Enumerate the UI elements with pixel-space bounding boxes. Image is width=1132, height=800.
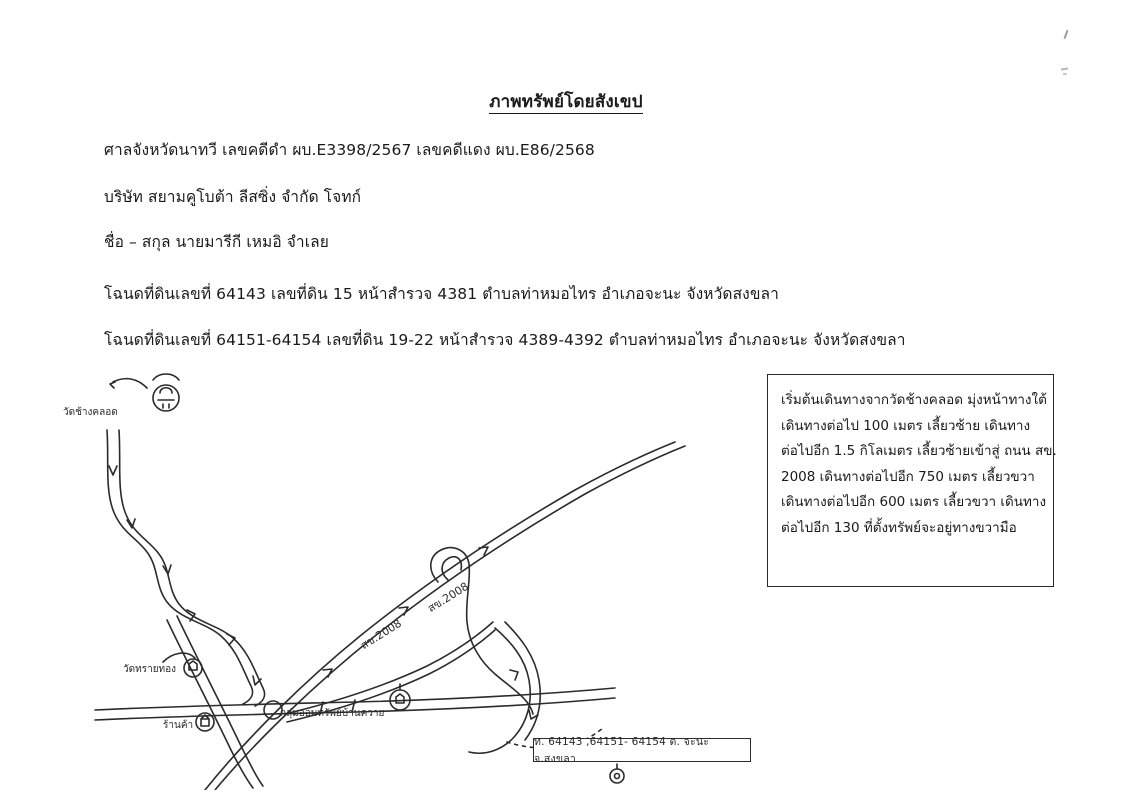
scan-speckle (1061, 68, 1068, 71)
deed-line-1: โฉนดที่ดินเลขที่ 64143 เลขที่ดิน 15 หน้าสำรวจ 4381 ตำบลท่าหมอไทร อำเภอจะนะ จังหวัดสงขลา (104, 285, 779, 303)
directions-note-box (767, 374, 1057, 587)
map-label-wat-song-tham: วัดทรายทอง (123, 664, 177, 675)
map-bottom-caption: ท. 64143 ,64151- 64154 ต. จะนะ จ.สงขลา (533, 738, 751, 762)
defendant-line: ชื่อ – สกุล นายมารีกี เหมอิ จำเลย (104, 233, 329, 251)
deed-line-2: โฉนดที่ดินเลขที่ 64151-64154 เลขที่ดิน 19-22 หน้าสำรวจ 4389-4392 ตำบลท่าหมอไทร อำเภอจะนะ จังหวัดสงขลา (104, 331, 906, 349)
directions-line: เดินทางต่อไป 100 เมตร เลี้ยวซ้าย เดินทาง (781, 417, 1031, 434)
map-label-ran-tam: ร้านค้า (163, 720, 194, 731)
map-road-number: สข.2008 (358, 616, 404, 653)
map-label-klum-om-sap: กลุ่มออมทรัพย์บ้านควาย (280, 708, 385, 719)
directions-line: ต่อไปอีก 130 ที่ตั้งทรัพย์จะอยู่ทางขวามือ (781, 519, 1017, 536)
directions-line: 2008 เดินทางต่อไปอีก 750 เมตร เลี้ยวขวา (781, 468, 1035, 485)
directions-line: เดินทางต่อไปอีก 600 เมตร เลี้ยวขวา เดินทาง (781, 494, 1047, 510)
map-label-wat-chang-khlot: วัดช้างคลอด (63, 407, 118, 418)
directions-line: เริ่มต้นเดินทางจากวัดช้างคลอด มุ่งหน้าทางใต้ (781, 392, 1047, 408)
map-sketch-svg (55, 370, 755, 790)
page-title-text: ภาพทรัพย์โดยสังเขป (489, 92, 643, 112)
plaintiff-line: บริษัท สยามคูโบต้า ลีสซิ่ง จำกัด โจทก์ (104, 188, 362, 206)
scan-speckle (1063, 73, 1067, 76)
court-case-line: ศาลจังหวัดนาทวี เลขคดีดำ ผบ.E3398/2567 เลขคดีแดง ผบ.E86/2568 (104, 141, 595, 159)
hand-drawn-map (55, 370, 755, 790)
scan-speckle (1064, 30, 1069, 39)
page-title (0, 88, 1132, 115)
directions-line: ต่อไปอีก 1.5 กิโลเมตร เลี้ยวซ้ายเข้าสู่ ถนน สข. (781, 443, 1057, 459)
map-road-number: สข.2008 (425, 579, 471, 616)
